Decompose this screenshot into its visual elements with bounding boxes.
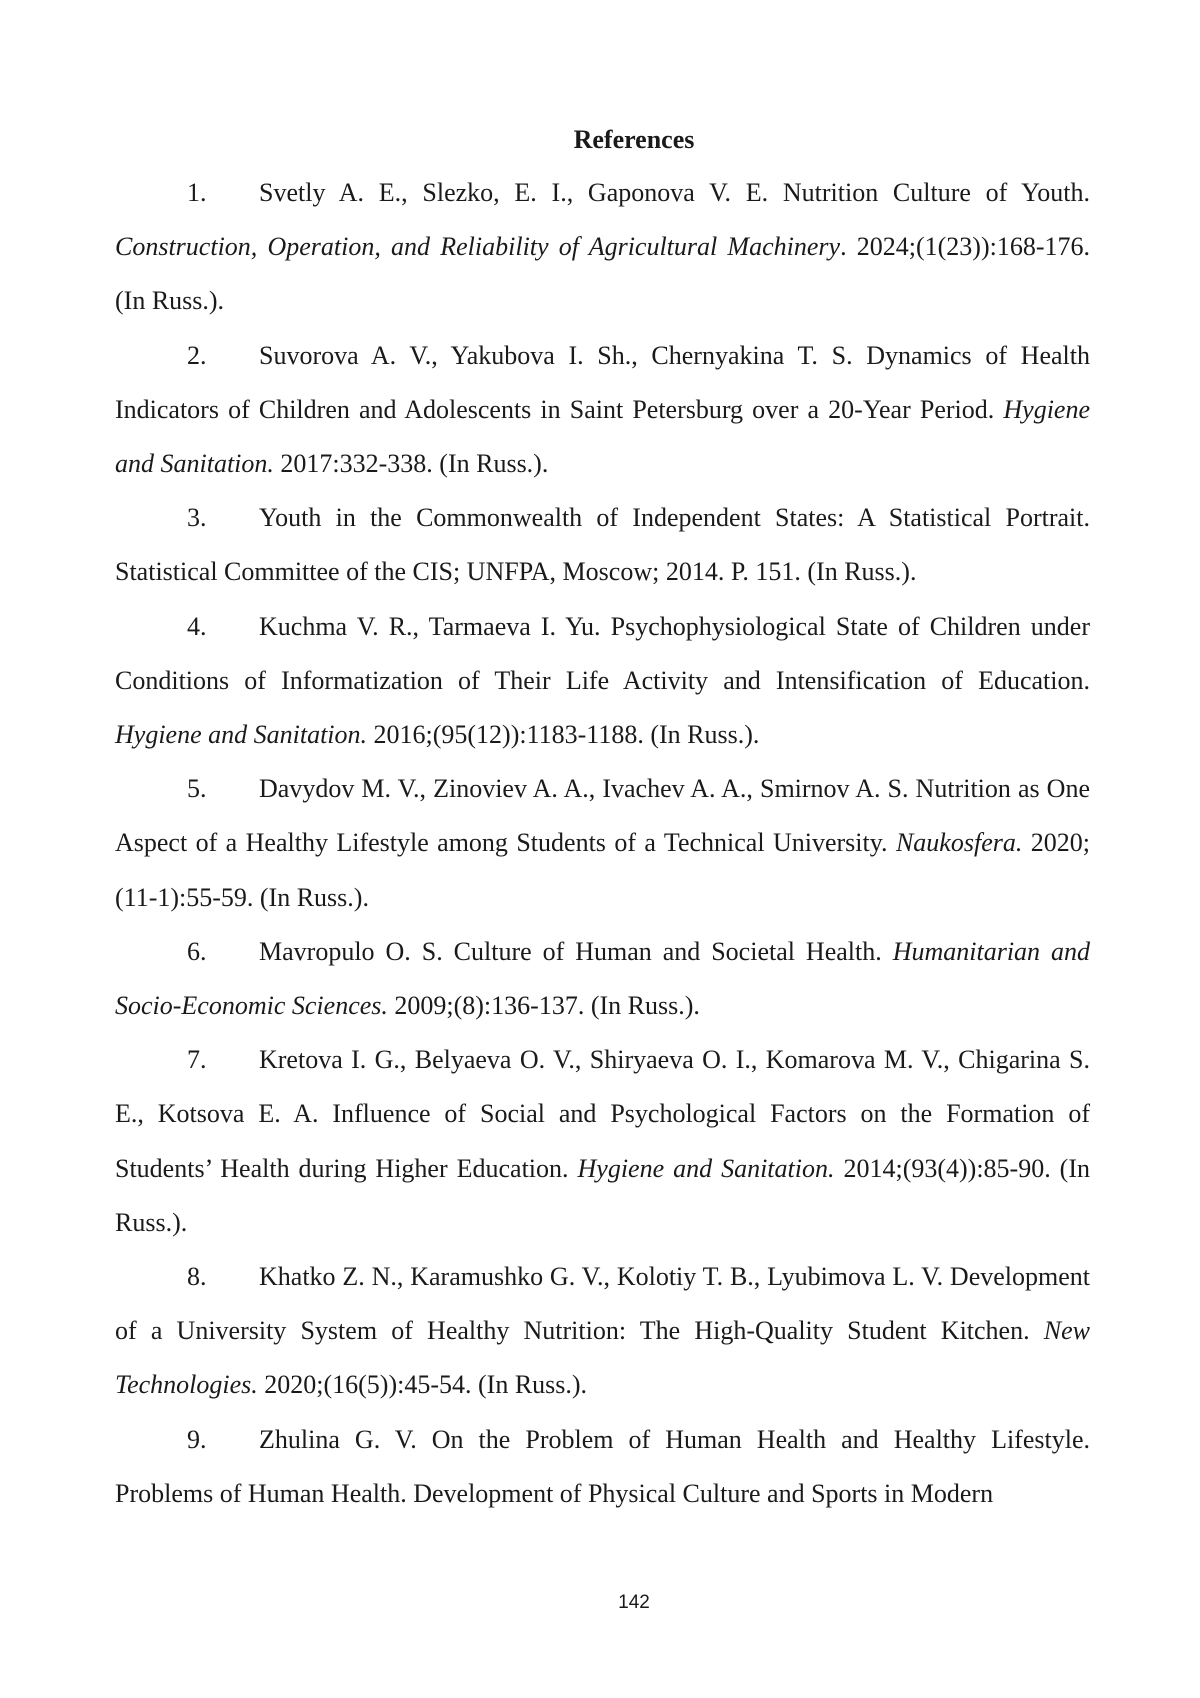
reference-details: 2016;(95(12)):1183-1188. (In Russ.). (367, 720, 760, 750)
reference-details: 2020;(11-1):55-59. (In Russ.). (115, 828, 1090, 912)
reference-journal: Hygiene and Sanitation. (115, 720, 368, 750)
reference-journal: Naukosfera. (895, 828, 1023, 858)
references-heading: References (573, 125, 695, 154)
reference-authors-title: Suvorova A. V., Yakubova I. Sh., Chernyakina T. S. Dynamics of Health Indicators of Children and Adolescents in Saint Petersburg over a 20-Year Period. (115, 340, 1090, 424)
reference-journal: Humanitarian and Socio-Economic Sciences. (115, 936, 1091, 1021)
reference-item (115, 1413, 1090, 1521)
reference-number: 8. (187, 1262, 207, 1292)
reference-number: 5. (187, 774, 207, 804)
reference-authors-title: Kuchma V. R., Tarmaeva I. Yu. Psychophysiological State of Children under Conditions of Informatization of Their Life Activity and Intensification of Education. (115, 611, 1090, 695)
reference-item (115, 925, 1090, 1033)
reference-details: 2014;(93(4)):85-90. (In Russ.). (115, 1153, 1091, 1237)
reference-number: 3. (187, 503, 207, 533)
reference-details: 2020;(16(5)):45-54. (In Russ.). (257, 1370, 588, 1400)
reference-details: . 2024;(1(23)):168-176. (In Russ.). (115, 232, 1090, 316)
reference-number: 4. (187, 611, 207, 641)
reference-authors-title: Mavropulo O. S. Culture of Human and Societal Health. (259, 936, 893, 966)
reference-journal: Hygiene and Sanitation. (115, 394, 1090, 479)
reference-number: 1. (187, 178, 207, 207)
reference-item (115, 329, 1090, 492)
references-list (115, 166, 1090, 1521)
reference-journal: New Technologies. (115, 1316, 1090, 1400)
reference-number: 7. (187, 1045, 207, 1075)
reference-number: 9. (187, 1424, 207, 1454)
reference-item (115, 762, 1090, 925)
reference-details: 2017:332-338. (In Russ.). (273, 449, 549, 479)
reference-details: 2009;(8):136-137. (In Russ.). (387, 991, 700, 1021)
reference-authors-title: Youth in the Commonwealth of Independent States: A Statistical Portrait. Statistical Committee of the CIS; UNFPA, Moscow; 2014. P. 151. (In Russ.). (115, 503, 1090, 587)
reference-item (115, 1250, 1090, 1413)
reference-journal: Hygiene and Sanitation. (577, 1153, 835, 1183)
reference-journal: Construction, Operation, and Reliability of Agricultural Machinery (115, 232, 841, 262)
reference-authors-title: Svetly A. E., Slezko, E. I., Gaponova V. E. Nutrition Culture of Youth. (259, 178, 1090, 207)
reference-number: 6. (187, 936, 207, 966)
reference-authors-title: Davydov M. V., Zinoviev A. A., Ivachev A. A., Smirnov A. S. Nutrition as One Aspect of a Healthy Lifestyle among Students of a Technical University. (115, 774, 1090, 858)
reference-authors-title: Zhulina G. V. On the Problem of Human Health and Healthy Lifestyle. Problems of Human Health. Development of Physical Culture and Sports in Modern (115, 1424, 1090, 1508)
reference-number: 2. (187, 340, 207, 370)
reference-item (115, 491, 1090, 599)
reference-item (115, 600, 1090, 763)
reference-authors-title: Kretova I. G., Belyaeva O. V., Shiryaeva O. I., Komarova M. V., Chigarina S. E., Kotsova E. A. Influence of Social and Psychological Factors on the Formation of Students’ Health during Higher Education. (115, 1045, 1090, 1183)
page-number: 142 (618, 1592, 650, 1613)
reference-authors-title: Khatko Z. N., Karamushko G. V., Kolotiy T. B., Lyubimova L. V. Development of a University System of Healthy Nutrition: The High-Quality Student Kitchen. (115, 1262, 1090, 1346)
reference-item (115, 1033, 1090, 1250)
reference-item (115, 166, 1090, 329)
